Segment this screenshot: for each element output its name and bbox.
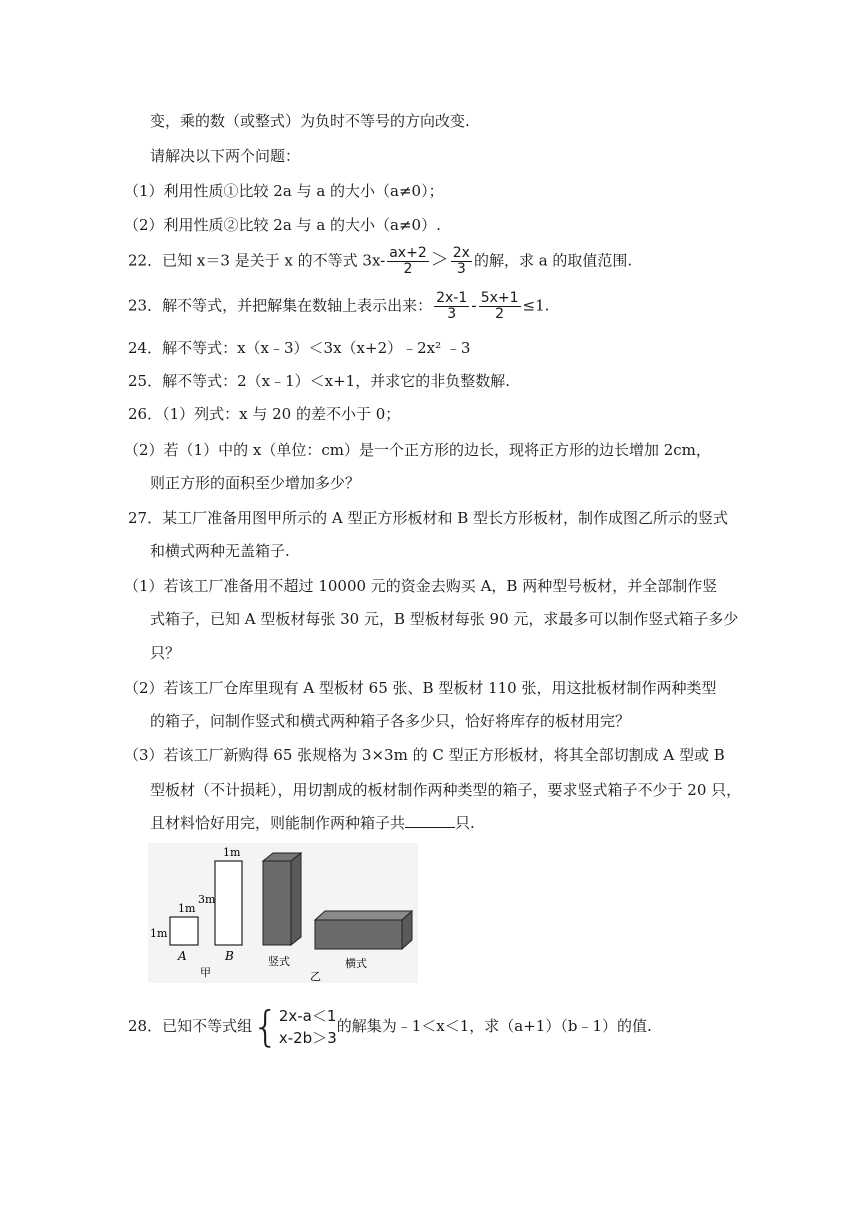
caption-b: B xyxy=(225,949,234,963)
horizontal-box-front xyxy=(315,920,402,949)
question-27-line-7: 的箱子，问制作竖式和横式两种箱子各多少只，恰好将库存的板材用完？ xyxy=(150,712,631,730)
fraction xyxy=(479,291,521,322)
question-text: 已知不等式组 xyxy=(162,1017,253,1035)
fraction-numerator: 5x+1 xyxy=(480,290,519,306)
question-27-line-2: 和横式两种无盖箱子. xyxy=(150,542,290,560)
text-line-3: （1）利用性质①比较 2a 与 a 的大小（a≠0）； xyxy=(124,182,444,200)
question-26 xyxy=(128,403,400,425)
question-text-end: ≤1. xyxy=(522,296,550,315)
vertical-box-side xyxy=(291,853,301,945)
question-23 xyxy=(128,291,549,322)
question-27-line-9: 型板材（不计损耗），用切割成的板材制作两种类型的箱子，要求竖式箱子不少于 20 只， xyxy=(150,781,742,799)
boxes-figure xyxy=(148,843,418,983)
fraction-numerator: 2x-1 xyxy=(436,290,468,306)
inequality-system xyxy=(279,1005,337,1049)
caption-horizontal: 横式 xyxy=(345,957,367,970)
text-line-1: 变，乘的数（或整式）为负时不等号的方向改变. xyxy=(150,112,470,130)
inequality-2: x-2b＞3 xyxy=(278,1029,337,1047)
question-number: 27． xyxy=(128,509,163,527)
fraction-denominator: 2 xyxy=(403,261,413,277)
horizontal-box-top xyxy=(315,911,412,920)
question-text: 某工厂准备用图甲所示的 A 型正方形板材和 B 型长方形板材，制作成图乙所示的竖式 xyxy=(162,509,729,527)
answer-blank xyxy=(405,813,455,828)
question-text: 解不等式，并把解集在数轴上表示出来： xyxy=(162,296,433,315)
text-line-2: 请解决以下两个问题： xyxy=(150,147,301,165)
fraction-denominator: 2 xyxy=(495,306,505,322)
question-text: （1）列式：x 与 20 的差不小于 0； xyxy=(162,405,401,423)
greater-sign: ＞ xyxy=(430,249,449,271)
question-number: 25． xyxy=(128,372,163,390)
label-a-top: 1m xyxy=(178,902,196,915)
question-number: 26． xyxy=(128,405,163,423)
question-25 xyxy=(128,370,510,392)
question-27-line-5: 只？ xyxy=(150,644,181,662)
board-b xyxy=(215,861,242,945)
question-28 xyxy=(128,1004,652,1049)
question-27-line-3: （1）若该工厂准备用不超过 10000 元的资金去购买 A，B 两种型号板材，并全部制作竖 xyxy=(124,577,718,595)
fraction xyxy=(387,246,429,277)
fraction-denominator: 3 xyxy=(447,306,457,322)
vertical-box-front xyxy=(263,861,291,945)
question-text: 已知 x＝3 是关于 x 的不等式 3x- xyxy=(162,251,386,270)
question-number: 22． xyxy=(128,251,163,270)
question-number: 23． xyxy=(128,296,163,315)
label-a-side: 1m xyxy=(150,927,168,940)
caption-jia: 甲 xyxy=(200,966,211,979)
question-27 xyxy=(128,507,728,529)
fraction-denominator: 3 xyxy=(456,261,466,277)
question-27-line-10 xyxy=(150,812,475,834)
question-text: 解不等式：2（x﹣1）＜x+1，并求它的非负整数解. xyxy=(162,372,510,390)
fraction-numerator: 2x xyxy=(452,245,470,261)
label-b-side: 3m xyxy=(198,893,216,906)
question-text: 解不等式：x（x﹣3）＜3x（x+2）﹣2x² ﹣3 xyxy=(162,339,471,357)
fraction xyxy=(451,246,472,277)
question-number: 24． xyxy=(128,339,163,357)
question-24 xyxy=(128,337,470,359)
question-text-end: 的解，求 a 的取值范围. xyxy=(473,251,633,270)
text-line-4: （2）利用性质②比较 2a 与 a 的大小（a≠0）. xyxy=(124,216,441,234)
question-26-line-2: （2）若（1）中的 x（单位：cm）是一个正方形的边长，现将正方形的边长增加 2cm， xyxy=(124,441,711,459)
caption-a: A xyxy=(178,949,187,963)
label-b-top: 1m xyxy=(223,846,241,859)
fraction xyxy=(434,291,469,322)
question-text: 且材料恰好用完，则能制作两种箱子共 xyxy=(150,814,406,832)
board-a xyxy=(170,917,198,945)
question-27-line-4: 式箱子，已知 A 型板材每张 30 元，B 型板材每张 90 元，求最多可以制作竖式箱子多少 xyxy=(150,610,739,628)
fraction-numerator: ax+2 xyxy=(389,245,427,261)
question-27-line-6: （2）若该工厂仓库里现有 A 型板材 65 张、B 型板材 110 张，用这批板材制作两种类型 xyxy=(124,679,717,697)
minus-sign: - xyxy=(471,296,477,315)
question-number: 28． xyxy=(128,1017,163,1035)
brace-icon: { xyxy=(252,1002,279,1051)
question-27-line-8: （3）若该工厂新购得 65 张规格为 3×3m 的 C 型正方形板材，将其全部切割成 A 型或 B xyxy=(124,746,725,764)
caption-vertical: 竖式 xyxy=(268,955,290,968)
question-text-end: 只. xyxy=(455,814,475,832)
question-26-line-3: 则正方形的面积至少增加多少？ xyxy=(150,474,361,492)
question-text-end: 的解集为﹣1＜x＜1，求（a+1）（b﹣1）的值. xyxy=(336,1017,652,1035)
inequality-1: 2x-a＜1 xyxy=(278,1007,337,1025)
question-22 xyxy=(128,246,632,277)
caption-yi: 乙 xyxy=(310,970,321,983)
